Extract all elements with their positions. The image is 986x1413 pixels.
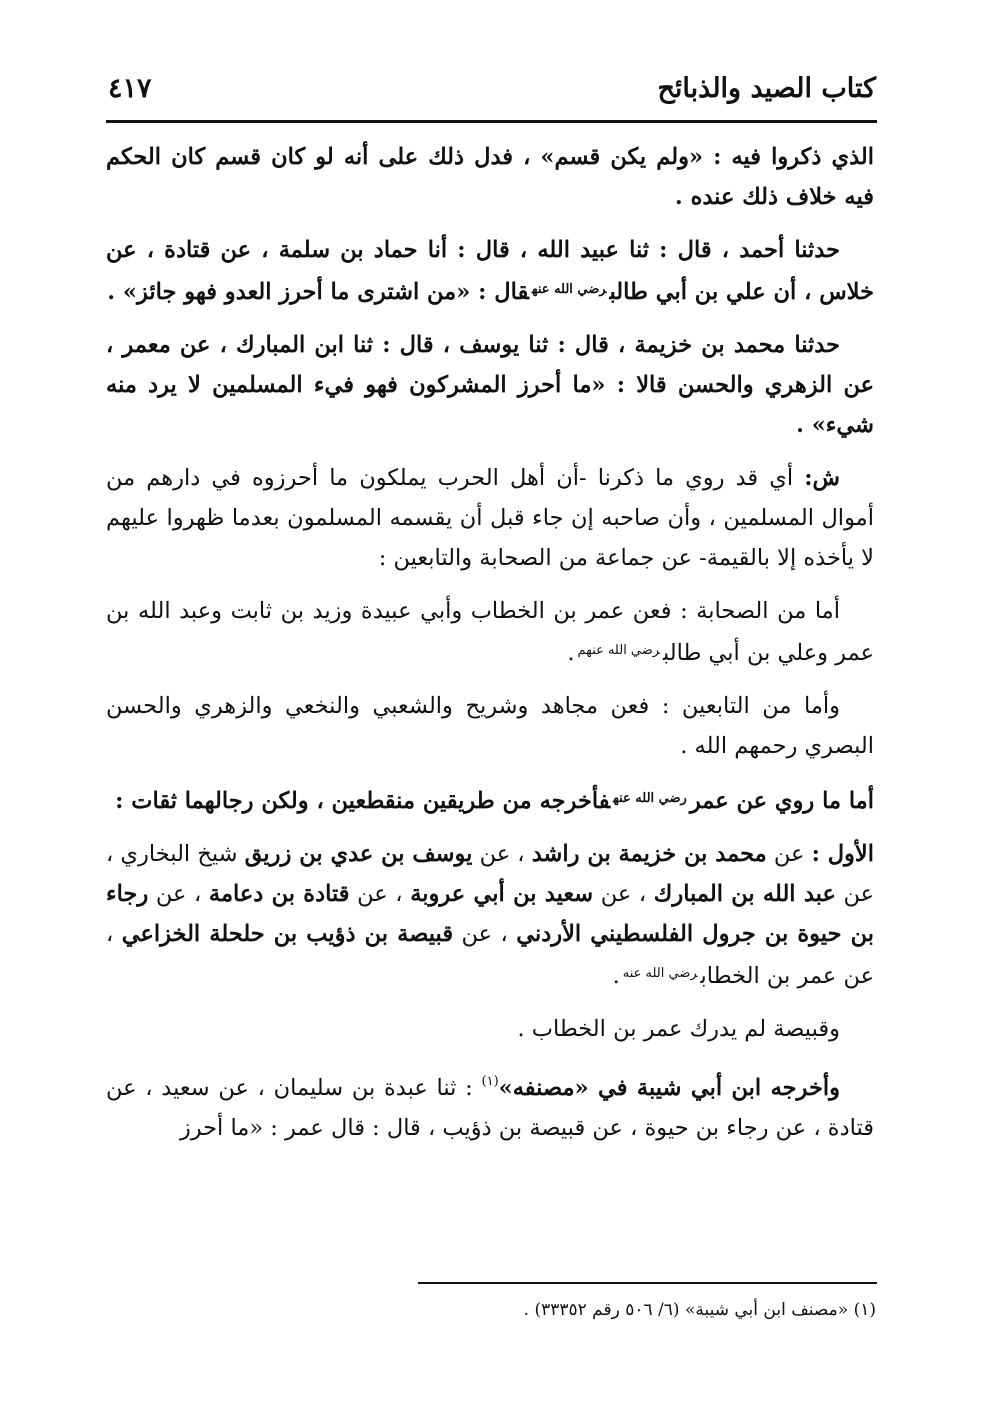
paragraph-text: قال : «من اشترى ما أحرز العدو فهو جائز» . bbox=[107, 279, 529, 305]
paragraph-text: ، عن bbox=[600, 881, 647, 907]
paragraph-text: فأخرجه من طريقين منقطعين ، ولكن رجالهما ثقات : bbox=[115, 788, 611, 814]
paragraph-1 bbox=[106, 137, 874, 217]
paragraph-text: أما من الصحابة : فعن عمر بن الخطاب وأبي عبيدة وزيد بن ثابت وعبد الله بن عمر وعلي بن أبي طالب bbox=[106, 598, 874, 666]
paragraph-text: ، عن bbox=[357, 881, 403, 907]
footnote bbox=[106, 1296, 876, 1324]
narrator-name: يوسف بن عدي بن زريق bbox=[244, 841, 473, 867]
honorific-glyph: رضي الله عنه bbox=[613, 791, 687, 806]
narrator-name: عبد الله بن المبارك bbox=[653, 881, 836, 907]
paragraph-text: حدثنا أحمد ، قال : ثنا عبيد الله ، قال : أنا حماد بن سلمة ، عن قتادة ، عن خلاس ، أن علي بن أبي طالب bbox=[106, 237, 874, 305]
footnote-rule bbox=[418, 1282, 877, 1284]
paragraph-text: ، عن bbox=[461, 921, 508, 947]
honorific-glyph: رضي الله عنهم bbox=[577, 643, 660, 658]
paragraph-text: . bbox=[612, 963, 620, 989]
header-rule bbox=[106, 120, 877, 123]
paragraph-text: الذي ذكروا فيه : «ولم يكن قسم» ، فدل ذلك على أنه لو كان قسم كان الحكم فيه خلاف ذلك عنده . bbox=[106, 144, 874, 210]
paragraph-text: ، عن عمر بن الخطاب bbox=[106, 921, 874, 989]
paragraph-text: أي قد روي ما ذكرنا -أن أهل الحرب يملكون ما أحرزوه في دارهم من أموال المسلمين ، وأن صاحبه إن جاء قبل أن يقسمه المسلمون بعدما ظهروا عليهم لا يأخذه إلا بالقيمة- عن جماعة من الصحابة والتابعين : bbox=[106, 465, 874, 571]
paragraph-text: ، عن bbox=[479, 841, 525, 867]
page-number: ٤١٧ bbox=[108, 72, 152, 104]
paragraph-text: عن bbox=[773, 841, 805, 867]
page-header bbox=[108, 62, 876, 114]
footnote-text: (١) «مصنف ابن أبي شيبة» (٦/ ٥٠٦ رقم ٣٣٣٥٢) . bbox=[523, 1300, 876, 1320]
paragraph-3 bbox=[106, 325, 874, 445]
running-title: كتاب الصيد والذبائح bbox=[657, 72, 876, 104]
paragraph-text: ، عن bbox=[155, 881, 202, 907]
paragraph-text: حدثنا محمد بن خزيمة ، قال : ثنا يوسف ، قال : ثنا ابن المبارك ، عن معمر ، عن الزهري والحسن قالا : «ما أحرز المشركون فهو فيء المسلمين لا يرد منه شيء» . bbox=[106, 332, 874, 438]
honorific-glyph: رضي الله عنه bbox=[622, 966, 698, 981]
paragraph-text: شيخ البخاري ، عن bbox=[106, 841, 875, 907]
first-chain-marker: الأول : bbox=[811, 841, 875, 867]
footnote-reference: (١) bbox=[481, 1074, 499, 1089]
paragraph-text: : ثنا عبدة بن سليمان ، عن سعيد ، عن قتادة ، عن رجاء بن حيوة ، عن قبيصة بن ذؤيب ، قال : قال عمر : «ما أحرز bbox=[106, 1075, 874, 1141]
paragraph-text: أما ما روي عن عمر bbox=[689, 788, 874, 814]
source-title: وأخرجه ابن أبي شيبة في «مصنفه» bbox=[498, 1075, 841, 1101]
paragraph-text: وأما من التابعين : فعن مجاهد وشريح والشعبي والنخعي والزهري والحسن البصري رحمهم الله . bbox=[106, 693, 874, 759]
narrator-name: محمد بن خزيمة بن راشد bbox=[531, 841, 767, 867]
narrator-name: قتادة بن دعامة bbox=[208, 881, 350, 907]
page-body bbox=[106, 137, 874, 1161]
paragraph-10 bbox=[106, 1062, 874, 1148]
paragraph-7 bbox=[106, 779, 874, 821]
paragraph-8 bbox=[106, 834, 874, 996]
paragraph-text: وقبيصة لم يدرك عمر بن الخطاب . bbox=[517, 1016, 840, 1042]
narrator-name: قبيصة بن ذؤيب بن حلحلة الخزاعي bbox=[121, 921, 454, 947]
narrator-name: سعيد بن أبي عروبة bbox=[410, 881, 594, 907]
narrator-name: رجاء بن حيوة بن جرول الفلسطيني الأردني bbox=[106, 881, 874, 947]
paragraph-6 bbox=[106, 686, 874, 766]
commentary-marker: ش: bbox=[804, 465, 841, 491]
paragraph-2 bbox=[106, 230, 874, 312]
honorific-glyph: رضي الله عنه bbox=[531, 282, 607, 297]
paragraph-5 bbox=[106, 591, 874, 673]
paragraph-9 bbox=[106, 1009, 874, 1049]
paragraph-text: . bbox=[567, 640, 575, 666]
paragraph-4 bbox=[106, 458, 874, 578]
